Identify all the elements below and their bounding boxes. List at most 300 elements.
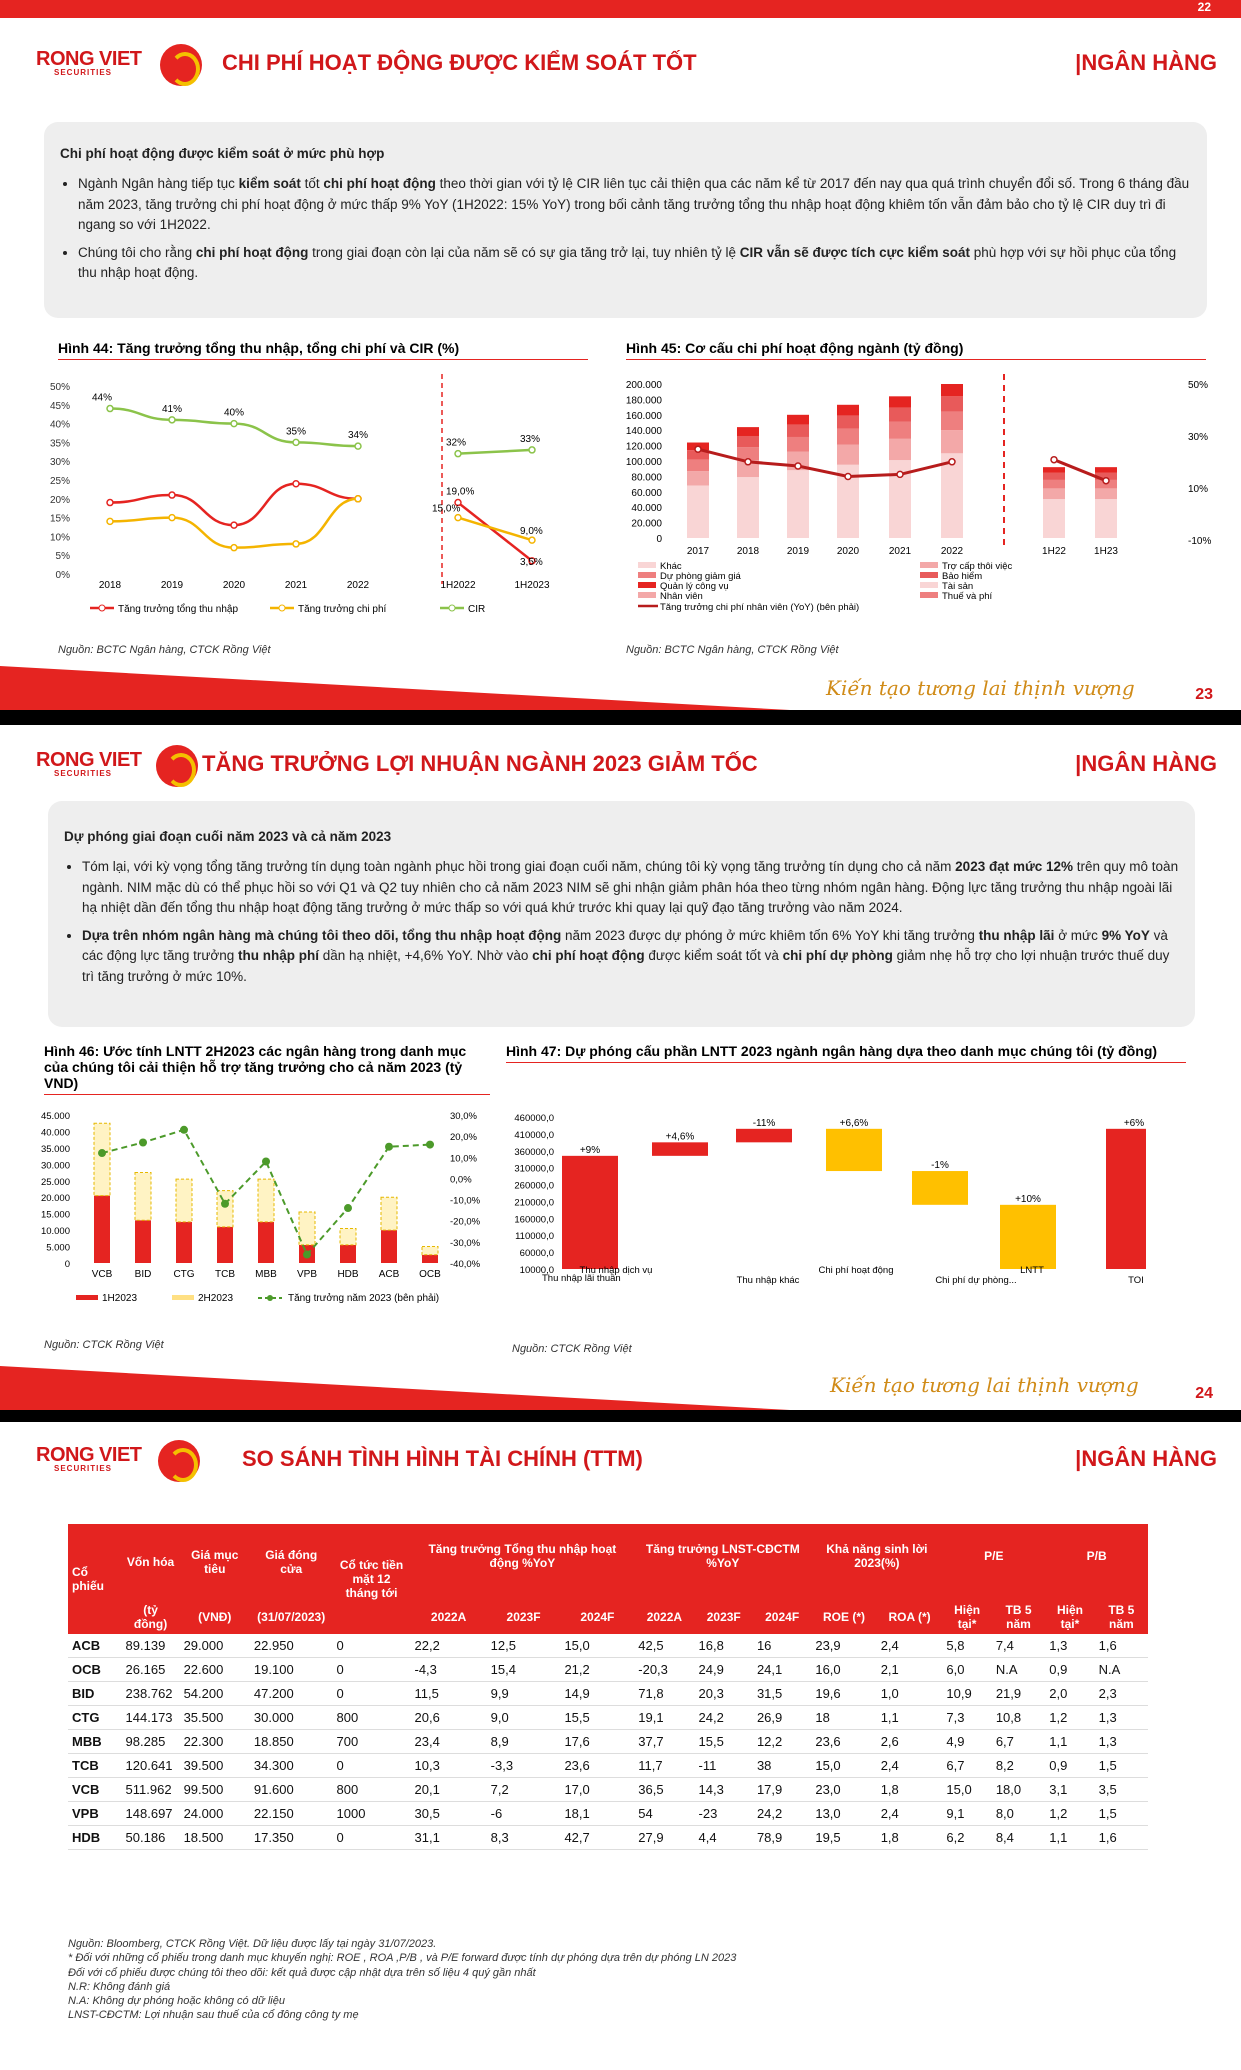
- col-npat: Tăng trưởng LNST-CĐCTM %YoY: [634, 1524, 811, 1589]
- table-cell: 15,4: [487, 1658, 561, 1682]
- x-tick-label: Thu nhập dịch vụ: [579, 1265, 653, 1276]
- table-cell: 0,9: [1045, 1658, 1094, 1682]
- stack-segment: [889, 396, 911, 407]
- table-cell: 238.762: [122, 1682, 180, 1706]
- data-label: 9,0%: [520, 526, 543, 538]
- fig44-chart: [40, 374, 600, 624]
- series-point: [293, 481, 299, 487]
- series-point: [231, 545, 237, 551]
- y2-tick-label: 10%: [1188, 484, 1209, 495]
- table-row: [68, 1658, 1148, 1682]
- table-cell: 800: [333, 1706, 411, 1730]
- table-cell: 12,2: [753, 1730, 811, 1754]
- col-target: Giá mục tiêu: [180, 1524, 250, 1600]
- legend-swatch: [920, 582, 938, 588]
- ticker-cell: MBB: [68, 1730, 122, 1754]
- table-cell: 6,2: [942, 1826, 991, 1850]
- y-tick-label: 140.000: [625, 426, 662, 438]
- col-profitability: Khả năng sinh lời 2023(%): [811, 1524, 942, 1589]
- slide-page-23: [0, 0, 1241, 710]
- slide-page-24: [0, 725, 1241, 1410]
- table-cell: 15,0: [811, 1754, 876, 1778]
- y2-tick-label: 50%: [1188, 380, 1209, 391]
- table-cell: 11,5: [411, 1682, 487, 1706]
- table-cell: 144.173: [122, 1706, 180, 1730]
- data-label: 33%: [520, 433, 541, 445]
- y-tick-label: 35.000: [40, 1143, 70, 1155]
- table-cell: 10,3: [411, 1754, 487, 1778]
- table-cell: 1,1: [1045, 1730, 1094, 1754]
- x-tick-label: MBB: [255, 1269, 277, 1280]
- header-row-1: [68, 1524, 1148, 1589]
- x-tick-label: 2022: [346, 580, 370, 591]
- growth-point: [303, 1251, 311, 1259]
- bullet-2: • Chúng tôi cho rằng chi phí hoạt động trong giai đoạn còn lại của năm sẽ có sự gia tăng trở lại, tuy nhiên tỷ lệ CIR vẫn sẽ được tích cực kiểm soát phù hợp với sự hồi phục của tổng thu nhập hoạt động.: [78, 243, 1191, 284]
- legend-swatch: [638, 562, 656, 568]
- table-cell: -3,3: [487, 1754, 561, 1778]
- table-cell: 26.165: [122, 1658, 180, 1682]
- waterfall-bar: [562, 1156, 618, 1269]
- sub-header: ROE (*): [811, 1600, 876, 1634]
- growth-point: [344, 1204, 352, 1212]
- table-cell: 14,3: [695, 1778, 753, 1802]
- bar-1h2023: [381, 1230, 397, 1263]
- col-mcap: Vốn hóa: [122, 1524, 180, 1600]
- data-label: +6%: [1123, 1117, 1145, 1129]
- table-cell: 71,8: [634, 1682, 694, 1706]
- unit-target: (VNĐ): [180, 1600, 250, 1634]
- table-cell: 78,9: [753, 1826, 811, 1850]
- table-cell: 31,1: [411, 1826, 487, 1850]
- series-point: [169, 492, 175, 498]
- legend-label: Trợ cấp thôi việc: [942, 561, 1013, 572]
- sub-header: Hiện tại*: [1045, 1600, 1094, 1634]
- x-tick-label: Thu nhập khác: [736, 1275, 800, 1286]
- bar-1h2023: [258, 1222, 274, 1263]
- bar-2h2023: [217, 1191, 233, 1227]
- tagline: Kiến tạo tương lai thịnh vượng: [826, 676, 1135, 700]
- series-point: [355, 496, 361, 502]
- x-tick-label: Thu nhập lãi thuần: [542, 1273, 621, 1284]
- box-heading: Chi phí hoạt động được kiểm soát ở mức phù hợp: [60, 146, 385, 161]
- fig45-chart: [618, 374, 1218, 634]
- y2-tick-label: -10,0%: [450, 1195, 481, 1207]
- x-tick-label: ACB: [378, 1269, 400, 1280]
- table-cell: 11,7: [634, 1754, 694, 1778]
- y-tick-label: 160000,0: [514, 1214, 554, 1226]
- table-cell: 1,3: [1095, 1706, 1148, 1730]
- table-cell: 23,4: [411, 1730, 487, 1754]
- col-close: Giá đóng cửa: [250, 1524, 333, 1600]
- stack-segment: [1095, 499, 1117, 538]
- ticker-cell: ACB: [68, 1634, 122, 1658]
- y-tick-label: 80.000: [631, 472, 662, 484]
- fig46-chart: [36, 1109, 496, 1309]
- table-cell: 4,9: [942, 1730, 991, 1754]
- unit-mcap: (tỷ đồng): [122, 1600, 180, 1634]
- fig45-title: Hình 45: Cơ cấu chi phí hoạt động ngành (tỷ đồng): [626, 340, 1206, 360]
- fig44-title: Hình 44: Tăng trưởng tổng thu nhập, tổng chi phí và CIR (%): [58, 340, 588, 360]
- table-cell: 22.950: [250, 1634, 333, 1658]
- table-cell: 24,1: [753, 1658, 811, 1682]
- table-row: [68, 1802, 1148, 1826]
- table-cell: 1,8: [877, 1826, 943, 1850]
- series-point: [529, 447, 535, 453]
- table-cell: 24.000: [180, 1802, 250, 1826]
- legend-label: Tăng trưởng năm 2023 (bên phải): [288, 1293, 440, 1304]
- table-cell: 2,4: [877, 1802, 943, 1826]
- sub-header: ROA (*): [877, 1600, 943, 1634]
- financial-table: [68, 1524, 1148, 1850]
- table-cell: 30.000: [250, 1706, 333, 1730]
- table-cell: 1,1: [877, 1706, 943, 1730]
- table-cell: 2,1: [877, 1658, 943, 1682]
- series-point: [169, 515, 175, 521]
- y-tick-label: 0%: [55, 570, 70, 581]
- series-point: [745, 459, 751, 465]
- table-cell: 31,5: [753, 1682, 811, 1706]
- table-cell: 8,2: [992, 1754, 1045, 1778]
- y-tick-label: 40.000: [40, 1127, 70, 1139]
- table-cell: 7,3: [942, 1706, 991, 1730]
- table-cell: 2,4: [877, 1634, 943, 1658]
- table-cell: 38: [753, 1754, 811, 1778]
- table-cell: 6,0: [942, 1658, 991, 1682]
- table-cell: 18.500: [180, 1826, 250, 1850]
- table-cell: 22.150: [250, 1802, 333, 1826]
- series-point: [293, 541, 299, 547]
- series-line: [698, 449, 952, 476]
- legend-swatch: [920, 562, 938, 568]
- table-cell: 511.962: [122, 1778, 180, 1802]
- growth-point: [385, 1143, 393, 1151]
- table-cell: 18: [811, 1706, 876, 1730]
- y2-tick-label: 10,0%: [450, 1153, 477, 1165]
- legend-swatch: [920, 592, 938, 598]
- data-label: 41%: [161, 403, 183, 415]
- stack-segment: [687, 460, 709, 471]
- table-cell: 91.600: [250, 1778, 333, 1802]
- table-cell: 21,9: [992, 1682, 1045, 1706]
- fig46-title: Hình 46: Ước tính LNTT 2H2023 các ngân hàng trong danh mục của chúng tôi cải thiện hỗ trợ tăng trưởng cho cả năm 2023 (tỷ VND): [44, 1043, 490, 1095]
- table-cell: 0,9: [1045, 1754, 1094, 1778]
- growth-point: [180, 1126, 188, 1134]
- table-cell: 23,6: [811, 1730, 876, 1754]
- table-cell: 1,6: [1095, 1826, 1148, 1850]
- legend-label: 1H2023: [102, 1293, 138, 1304]
- table-cell: 700: [333, 1730, 411, 1754]
- stack-segment: [837, 429, 859, 445]
- table-cell: 8,3: [487, 1826, 561, 1850]
- legend-marker: [279, 605, 285, 611]
- table-cell: 16: [753, 1634, 811, 1658]
- table-cell: 2,4: [877, 1754, 943, 1778]
- y2-tick-label: -10%: [1188, 536, 1212, 547]
- col-toi: Tăng trưởng Tổng thu nhập hoạt động %YoY: [411, 1524, 635, 1589]
- series-point: [795, 463, 801, 469]
- table-notes: [68, 1937, 736, 2023]
- table-cell: 35.500: [180, 1706, 250, 1730]
- summary-box: [48, 801, 1195, 1027]
- table-cell: 26,9: [753, 1706, 811, 1730]
- table-cell: 12,5: [487, 1634, 561, 1658]
- table-cell: 18.850: [250, 1730, 333, 1754]
- table-cell: 89.139: [122, 1634, 180, 1658]
- table-cell: 0: [333, 1754, 411, 1778]
- y-tick-label: 20.000: [631, 518, 662, 530]
- legend-swatch: [76, 1295, 98, 1300]
- sub-header: 2024F: [753, 1600, 811, 1634]
- y-tick-label: 50%: [49, 382, 70, 393]
- page-number: 24: [1195, 1385, 1213, 1402]
- series-point: [107, 518, 113, 524]
- stack-segment: [787, 437, 809, 452]
- table-row: [68, 1826, 1148, 1850]
- table-cell: 0: [333, 1658, 411, 1682]
- unit-close: (31/07/2023): [250, 1600, 333, 1634]
- note-line: Nguồn: Bloomberg, CTCK Rồng Việt. Dữ liệu được lấy tại ngày 31/07/2023.: [68, 1938, 437, 1950]
- top-bar: [0, 0, 1241, 18]
- note-line: Đối với cổ phiếu được chúng tôi theo dõi: kết quả được cập nhật dựa trên số liệu 4 quý gần nhất: [68, 1966, 536, 1979]
- bar-2h2023: [381, 1197, 397, 1230]
- table-row: [68, 1706, 1148, 1730]
- table-cell: 54: [634, 1802, 694, 1826]
- page-title: TĂNG TRƯỞNG LỢI NHUẬN NGÀNH 2023 GIẢM TỐC: [202, 751, 758, 776]
- table-cell: 17,0: [560, 1778, 634, 1802]
- data-label: +6,6%: [839, 1117, 869, 1129]
- table-row: [68, 1754, 1148, 1778]
- y-tick-label: 360000,0: [514, 1146, 554, 1158]
- y-tick-label: 260000,0: [514, 1180, 554, 1192]
- stack-segment: [787, 415, 809, 425]
- data-label: 44%: [91, 392, 113, 404]
- data-label: 3,5%: [520, 556, 543, 568]
- logo: RONG VIET SECURITIES: [36, 749, 142, 778]
- table-cell: 0: [333, 1682, 411, 1706]
- table-cell: 8,4: [992, 1826, 1045, 1850]
- table-cell: 23,6: [560, 1754, 634, 1778]
- stack-segment: [1043, 499, 1065, 538]
- table-cell: 7,2: [487, 1778, 561, 1802]
- x-tick-label: 2020: [222, 580, 246, 591]
- table-cell: 1,3: [1045, 1634, 1094, 1658]
- legend-marker: [449, 605, 455, 611]
- waterfall-bar: [1106, 1129, 1146, 1269]
- legend-label: Tăng trưởng chi phí: [298, 604, 387, 615]
- series-point: [455, 515, 461, 521]
- table-cell: 20,1: [411, 1778, 487, 1802]
- y2-tick-label: -30,0%: [450, 1237, 481, 1249]
- legend-label: Tăng trưởng tổng thu nhập: [118, 604, 238, 615]
- stack-segment: [1043, 473, 1065, 480]
- table-cell: 14,9: [560, 1682, 634, 1706]
- y-tick-label: 110000,0: [515, 1231, 554, 1243]
- table-cell: 42,7: [560, 1826, 634, 1850]
- logo: RONG VIET SECURITIES: [36, 1444, 142, 1473]
- x-tick-label: Chi phí dự phòng...: [935, 1275, 1017, 1286]
- table-cell: 22.300: [180, 1730, 250, 1754]
- y-tick-label: 30%: [49, 457, 70, 469]
- x-tick-label: HDB: [337, 1269, 359, 1280]
- bar-2h2023: [422, 1247, 438, 1255]
- stack-segment: [941, 412, 963, 430]
- sub-header: 2023F: [695, 1600, 753, 1634]
- table-cell: 30,5: [411, 1802, 487, 1826]
- data-label: 35%: [285, 426, 307, 438]
- y-tick-label: 10000,0: [519, 1265, 554, 1276]
- table-cell: 1000: [333, 1802, 411, 1826]
- y-tick-label: 5.000: [46, 1242, 70, 1254]
- table-cell: 9,1: [942, 1802, 991, 1826]
- table-cell: 20,6: [411, 1706, 487, 1730]
- data-label: 40%: [223, 407, 245, 419]
- table-cell: 0: [333, 1634, 411, 1658]
- data-label: +10%: [1015, 1193, 1041, 1205]
- col-ticker: Cổ phiếu: [68, 1524, 122, 1634]
- stack-segment: [941, 384, 963, 396]
- stack-segment: [1043, 480, 1065, 489]
- table-cell: 8,0: [992, 1802, 1045, 1826]
- table-cell: -11: [695, 1754, 753, 1778]
- y-tick-label: 410000,0: [514, 1129, 554, 1141]
- table-cell: 4,4: [695, 1826, 753, 1850]
- series-point: [455, 451, 461, 457]
- x-tick-label: 2018: [736, 546, 760, 557]
- table-cell: 98.285: [122, 1730, 180, 1754]
- table-cell: 19,6: [811, 1682, 876, 1706]
- table-cell: 15,0: [560, 1634, 634, 1658]
- bar-1h2023: [422, 1255, 438, 1263]
- y2-tick-label: -40,0%: [450, 1259, 481, 1270]
- waterfall-bar: [652, 1142, 708, 1156]
- table-cell: -20,3: [634, 1658, 694, 1682]
- y-tick-label: 25%: [49, 476, 70, 487]
- table-cell: 54.200: [180, 1682, 250, 1706]
- table-cell: 9,9: [487, 1682, 561, 1706]
- table-cell: -4,3: [411, 1658, 487, 1682]
- y2-tick-label: 30,0%: [450, 1111, 477, 1122]
- data-label: -1%: [931, 1160, 949, 1172]
- table-cell: 20,3: [695, 1682, 753, 1706]
- table-cell: 19,1: [634, 1706, 694, 1730]
- x-tick-label: VCB: [91, 1269, 113, 1280]
- stack-segment: [941, 430, 963, 453]
- fig47-title: Hình 47: Dự phóng cấu phần LNTT 2023 ngành ngân hàng dựa theo danh mục chúng tôi (tỷ đồng): [506, 1043, 1186, 1063]
- growth-point: [139, 1138, 147, 1146]
- bar-2h2023: [135, 1173, 151, 1221]
- table-cell: 1,2: [1045, 1802, 1094, 1826]
- table-cell: 9,0: [487, 1706, 561, 1730]
- stack-segment: [1043, 467, 1065, 473]
- stack-segment: [837, 445, 859, 465]
- series-point: [293, 439, 299, 445]
- y2-tick-label: 0,0%: [450, 1174, 472, 1186]
- table-cell: 24,2: [753, 1802, 811, 1826]
- table-cell: 22,2: [411, 1634, 487, 1658]
- waterfall-bar: [826, 1129, 882, 1171]
- stack-segment: [787, 425, 809, 437]
- series-point: [107, 500, 113, 506]
- table-cell: 2,0: [1045, 1682, 1094, 1706]
- x-tick-label: 2022: [940, 546, 964, 557]
- bar-2h2023: [340, 1228, 356, 1244]
- source-fig44: Nguồn: BCTC Ngân hàng, CTCK Rồng Việt: [58, 644, 271, 656]
- bullet-1: • Tóm lại, với kỳ vọng tổng tăng trưởng tín dụng toàn ngành phục hồi trong giai đoạn cuối năm, chúng tôi kỳ vọng tăng trưởng tín dụng cho cả năm 2023 đạt mức 12% trên quy mô toàn ngành. NIM mặc dù có thể phục hồi so với Q1 và Q2 tuy nhiên cho cả năm 2023 NIM sẽ ghi nhận giảm phân hóa theo từng nhóm ngân hàng. Động lực tăng trưởng thu nhập ngoài lãi hạ nhiệt dần đến tổng thu nhập hoạt động tăng trưởng ở mức thấp so với quá khứ trước khi quay lại quỹ đạo tăng trưởng vào năm 2024.: [82, 857, 1179, 918]
- bar-2h2023: [258, 1179, 274, 1222]
- stack-segment: [889, 408, 911, 422]
- table-cell: 18,1: [560, 1802, 634, 1826]
- table-cell: 800: [333, 1778, 411, 1802]
- table-cell: -23: [695, 1802, 753, 1826]
- table-cell: 17,9: [753, 1778, 811, 1802]
- y-tick-label: 15.000: [40, 1209, 70, 1221]
- data-label: 34%: [347, 430, 369, 442]
- table-cell: 16,8: [695, 1634, 753, 1658]
- growth-point: [262, 1158, 270, 1166]
- y-tick-label: 45.000: [40, 1111, 70, 1122]
- note-line: N.A: Không dự phóng hoặc không có dữ liệu: [68, 1995, 285, 2008]
- table-cell: 8,9: [487, 1730, 561, 1754]
- table-cell: 15,5: [695, 1730, 753, 1754]
- stack-segment: [889, 439, 911, 460]
- bar-1h2023: [94, 1196, 110, 1263]
- bar-2h2023: [176, 1179, 192, 1222]
- series-point: [1051, 457, 1057, 463]
- data-label: +9%: [579, 1144, 601, 1156]
- table-cell: 3,5: [1095, 1778, 1148, 1802]
- table-cell: 24,9: [695, 1658, 753, 1682]
- y-tick-label: 60000,0: [519, 1248, 554, 1260]
- legend-label: Bảo hiểm: [942, 571, 983, 582]
- x-tick-label: 2018: [98, 580, 122, 591]
- legend-label: Tài sản: [942, 581, 974, 592]
- x-tick-label: 2019: [786, 546, 810, 557]
- stack-segment: [889, 422, 911, 439]
- y-tick-label: 180.000: [625, 395, 662, 407]
- table-cell: 36,5: [634, 1778, 694, 1802]
- ticker-cell: VPB: [68, 1802, 122, 1826]
- table-row: [68, 1778, 1148, 1802]
- table-cell: 99.500: [180, 1778, 250, 1802]
- col-pb: P/B: [1045, 1524, 1148, 1589]
- y-tick-label: 210000,0: [514, 1197, 554, 1209]
- stack-segment: [687, 485, 709, 538]
- waterfall-bar: [736, 1129, 792, 1143]
- ticker-cell: VCB: [68, 1778, 122, 1802]
- x-tick-label: VPB: [296, 1269, 318, 1280]
- y-tick-label: 100.000: [625, 457, 662, 468]
- stack-segment: [737, 436, 759, 447]
- table-cell: 17.350: [250, 1826, 333, 1850]
- stack-segment: [1043, 488, 1065, 499]
- col-pe: P/E: [942, 1524, 1045, 1589]
- x-tick-label: 1H23: [1094, 546, 1118, 557]
- logo: RONG VIET SECURITIES: [36, 48, 142, 77]
- stack-segment: [787, 470, 809, 538]
- table-cell: 3,1: [1045, 1778, 1094, 1802]
- sub-header: Hiện tại*: [942, 1600, 991, 1634]
- y-tick-label: 310000,0: [514, 1163, 554, 1175]
- legend-swatch: [172, 1295, 194, 1300]
- stack-segment: [941, 396, 963, 411]
- table-cell: 19.100: [250, 1658, 333, 1682]
- series-point: [949, 459, 955, 465]
- col-dividend: Cổ tức tiền mặt 12 tháng tới: [333, 1524, 411, 1634]
- table-cell: 15,5: [560, 1706, 634, 1730]
- y-tick-label: 160.000: [625, 410, 662, 422]
- ticker-cell: BID: [68, 1682, 122, 1706]
- series-point: [1103, 478, 1109, 484]
